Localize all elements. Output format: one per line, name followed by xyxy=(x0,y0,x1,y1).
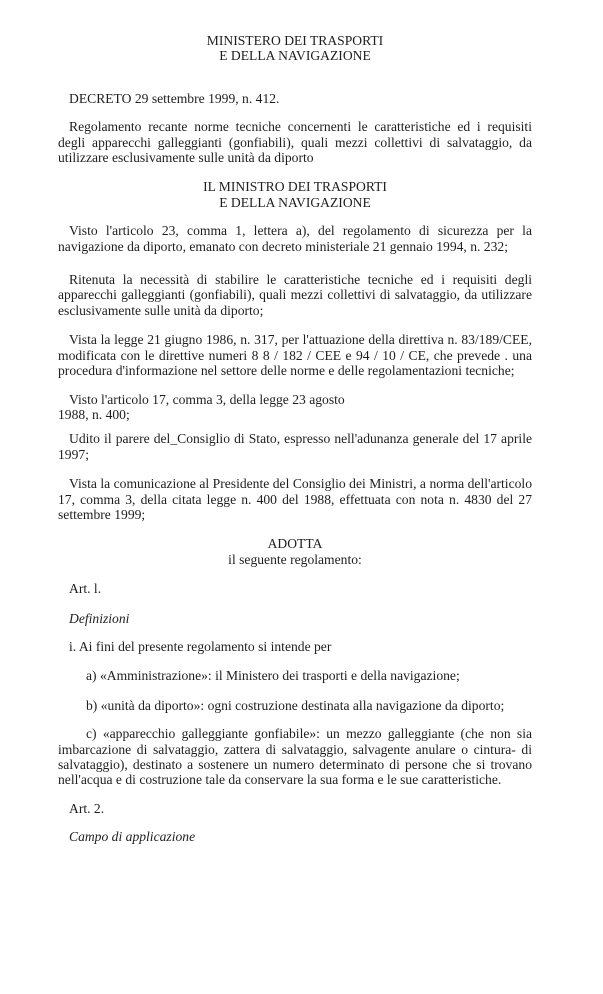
article-1-intro: i. Ai fini del presente regolamento si intende per xyxy=(69,638,332,654)
decree-subject: Regolamento recante norme tecniche concernenti le caratteristiche ed i requisiti degli apparecchi galleggianti (gonfiabili), quali mezzi collettivi di salvataggio, da utilizzare esclusivamente sulle unità da diporto xyxy=(58,119,532,166)
article-1-number: Art. l. xyxy=(69,581,102,597)
article-2-title: Campo di applicazione xyxy=(69,829,196,845)
preamble-udito-parere: Udito il parere del_Consiglio di Stato, espresso nell'adunanza generale del 17 aprile 1997; xyxy=(58,431,532,462)
definition-item-b: b) «unità da diporto»: ogni costruzione destinata alla navigazione da diporto; xyxy=(86,697,505,713)
preamble-ritenuta: Ritenuta la necessità di stabilire le caratteristiche tecniche ed i requisiti degli apparecchi galleggianti (gonfiabili), quali mezzi collettivi di salvataggio, da utilizzare esclusivamente sulle unità da diporto; xyxy=(58,272,532,318)
preamble-visto-art17-line2: 1988, n. 400; xyxy=(58,406,130,422)
article-1-title: Definizioni xyxy=(69,610,130,626)
adoption-line2: il seguente regolamento: xyxy=(228,551,362,567)
definition-item-a: a) «Amministrazione»: il Ministero dei trasporti e della navigazione; xyxy=(86,668,460,684)
ministry-header-line1: MINISTERO DEI TRASPORTI xyxy=(206,33,384,48)
issuer-line1: IL MINISTRO DEI TRASPORTI xyxy=(203,179,387,195)
definition-item-c: c) «apparecchio galleggiante gonfiabile»: un mezzo galleggiante (che non sia imbarcazione di salvataggio, zattera di salvataggio, salvagente anulare o cintura- di salvataggio), destinato a sostenere un numero determinato di persone che si trovano nell'acqua e di costruzione tale da conservare la sua forma e le sue caratteristiche. xyxy=(58,726,532,788)
preamble-visto-art17-line1: Visto l'articolo 17, comma 3, della legge 23 agosto xyxy=(69,391,345,407)
preamble-visto-art17 xyxy=(58,392,532,423)
preamble-vista-legge-317: Vista la legge 21 giugno 1986, n. 317, per l'attuazione della direttiva n. 83/189/CEE, modificata con le direttive numeri 8 8 / 182 / CEE e 94 / 10 / CE, che prevede . una procedura d'informazione nel settore delle norme e delle regolamentazioni tecniche; xyxy=(58,332,532,379)
decree-title: DECRETO 29 settembre 1999, n. 412. xyxy=(69,90,280,106)
issuer-heading xyxy=(58,179,532,210)
adoption-heading xyxy=(58,536,532,567)
issuer-line2: E DELLA NAVIGAZIONE xyxy=(219,194,371,210)
preamble-visto-art23: Visto l'articolo 23, comma 1, lettera a), del regolamento di sicurezza per la navigazione da diporto, emanato con decreto ministeriale 21 gennaio 1994, n. 232; xyxy=(58,223,532,254)
preamble-vista-comunicazione: Vista la comunicazione al Presidente del Consiglio dei Ministri, a norma dell'articolo 17, comma 3, della citata legge n. 400 del 1988, effettuata con nota n. 4830 del 27 settembre 1999; xyxy=(58,476,532,522)
adoption-line1: ADOTTA xyxy=(267,536,323,552)
ministry-header xyxy=(58,33,532,64)
ministry-header-line2: E DELLA NAVIGAZIONE xyxy=(219,48,371,64)
article-2-number: Art. 2. xyxy=(69,800,105,816)
